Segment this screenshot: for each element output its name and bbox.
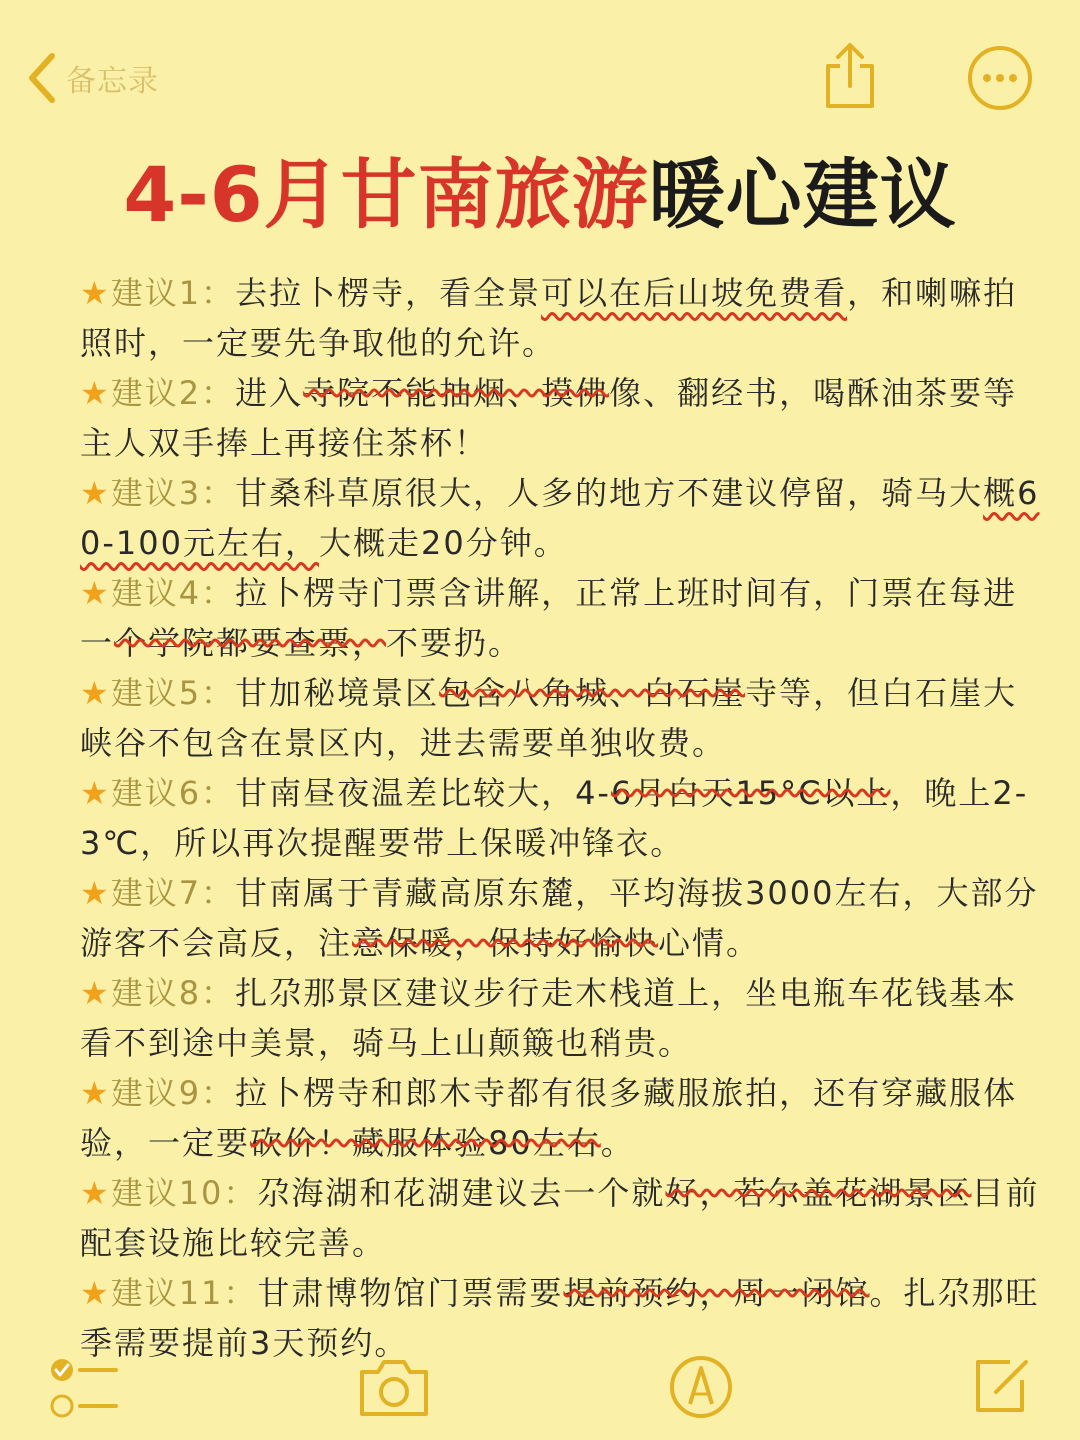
star-icon: ★	[80, 474, 111, 512]
marked-text: 好，若尔盖花湖景区	[665, 1174, 972, 1212]
star-icon: ★	[80, 974, 111, 1012]
marked-text: 寺院不能抽烟、摸佛	[303, 374, 610, 412]
tip-item	[80, 968, 1040, 1068]
tip-label: 建议1：	[110, 274, 236, 312]
tip-label: 建议8：	[110, 974, 236, 1012]
tip-label: 建议4：	[110, 574, 236, 612]
tip-item	[80, 568, 1040, 668]
tip-label: 建议10：	[110, 1174, 258, 1212]
tip-text: ，晚上2-3℃，所以再次提醒要带上保暖冲锋衣。	[80, 774, 1029, 862]
marked-text: 包含八角城、白石崖	[439, 674, 746, 712]
tip-item	[80, 668, 1040, 768]
camera-icon[interactable]	[356, 1356, 432, 1420]
tip-text: 目前配套设施比较完善。	[80, 1174, 1040, 1262]
page-title	[0, 140, 1080, 250]
tip-item	[80, 468, 1040, 568]
marked-text: 个学院都要查票，	[114, 624, 387, 662]
checklist-icon[interactable]	[48, 1354, 120, 1424]
tip-text: 扎尕那景区建议步行走木栈道上，坐电瓶车花钱基本看不到途中美景，骑马上山颠簸也稍贵。	[80, 974, 1018, 1062]
tip-label: 建议3：	[110, 474, 236, 512]
tip-item	[80, 268, 1040, 368]
tip-text: 甘南属于青藏高原东麓，平均海拔3000左右，大部分游客不会高反，注	[80, 874, 1039, 962]
tip-text: 甘南昼夜温差比较大，4-	[235, 774, 611, 812]
tip-text: 。扎尕那旺季需要提前3天预约。	[80, 1274, 1040, 1362]
tip-label: 建议7：	[110, 874, 236, 912]
marked-text: 意保暖，保持好愉快	[352, 924, 659, 962]
tip-text: 。	[600, 1124, 635, 1162]
star-icon: ★	[80, 1074, 111, 1112]
bottom-toolbar	[0, 1340, 1080, 1440]
top-toolbar	[0, 0, 1080, 150]
tip-text: 不要扔。	[386, 624, 523, 662]
tip-item	[80, 368, 1040, 468]
tip-text: 心情。	[658, 924, 761, 962]
tip-text: 甘肃博物馆门票需要	[257, 1274, 564, 1312]
compose-icon[interactable]	[970, 1354, 1034, 1418]
more-icon[interactable]	[966, 44, 1034, 112]
tip-label: 建议6：	[110, 774, 236, 812]
tip-text: ，和喇嘛拍照时，一定要先争取他的允许。	[80, 274, 1018, 362]
tip-label: 建议11：	[110, 1274, 258, 1312]
star-icon: ★	[80, 374, 111, 412]
markup-pen-icon[interactable]	[668, 1354, 734, 1420]
back-button[interactable]	[22, 48, 159, 108]
back-label: 备忘录	[66, 64, 159, 99]
tip-text: 进入	[235, 374, 304, 412]
share-icon[interactable]	[818, 40, 882, 112]
marked-text: 砍价！藏服体验80左右	[250, 1124, 601, 1162]
tips-list	[80, 268, 1040, 1368]
star-icon: ★	[80, 274, 111, 312]
star-icon: ★	[80, 1274, 111, 1312]
star-icon: ★	[80, 1174, 111, 1212]
tip-label: 建议2：	[110, 374, 236, 412]
tip-label: 建议5：	[110, 674, 236, 712]
star-icon: ★	[80, 574, 111, 612]
title-red-part: 4-6月甘南旅游	[123, 150, 649, 239]
star-icon: ★	[80, 774, 111, 812]
star-icon: ★	[80, 874, 111, 912]
tip-text: 拉卜楞寺门票含讲解，正常上班时间有，门票在每进一	[80, 574, 1018, 662]
tip-item	[80, 1168, 1040, 1268]
tip-text: 像、翻经书，喝酥油茶要等主人双手捧上再接住茶杯！	[80, 374, 1018, 462]
tip-text: 去拉卜楞寺，看全景	[235, 274, 542, 312]
tip-item	[80, 768, 1040, 868]
tip-item	[80, 1068, 1040, 1168]
marked-text: 6月白天15°C以上	[610, 774, 891, 812]
tip-text: 拉卜楞寺和郎木寺都有很多藏服旅拍，还有穿藏服体验，一定要	[80, 1074, 1018, 1162]
marked-text: 概60-100元左右，	[80, 474, 1040, 562]
marked-text: 提前预约，周一闭馆	[563, 1274, 870, 1312]
tip-text: 大概走20分钟。	[319, 524, 568, 562]
tip-label: 建议9：	[110, 1074, 236, 1112]
tip-text: 甘加秘境景区	[235, 674, 440, 712]
tip-text: 尕海湖和花湖建议去一个就	[257, 1174, 666, 1212]
marked-text: 可以在后山坡免费看	[541, 274, 848, 312]
star-icon: ★	[80, 674, 111, 712]
chevron-left-icon	[22, 48, 62, 108]
tip-text: 寺等，但白石崖大峡谷不包含在景区内，进去需要单独收费。	[80, 674, 1018, 762]
tip-text: 甘桑科草原很大，人多的地方不建议停留，骑马大	[235, 474, 984, 512]
tip-item	[80, 868, 1040, 968]
title-black-part: 暖心建议	[648, 150, 957, 239]
